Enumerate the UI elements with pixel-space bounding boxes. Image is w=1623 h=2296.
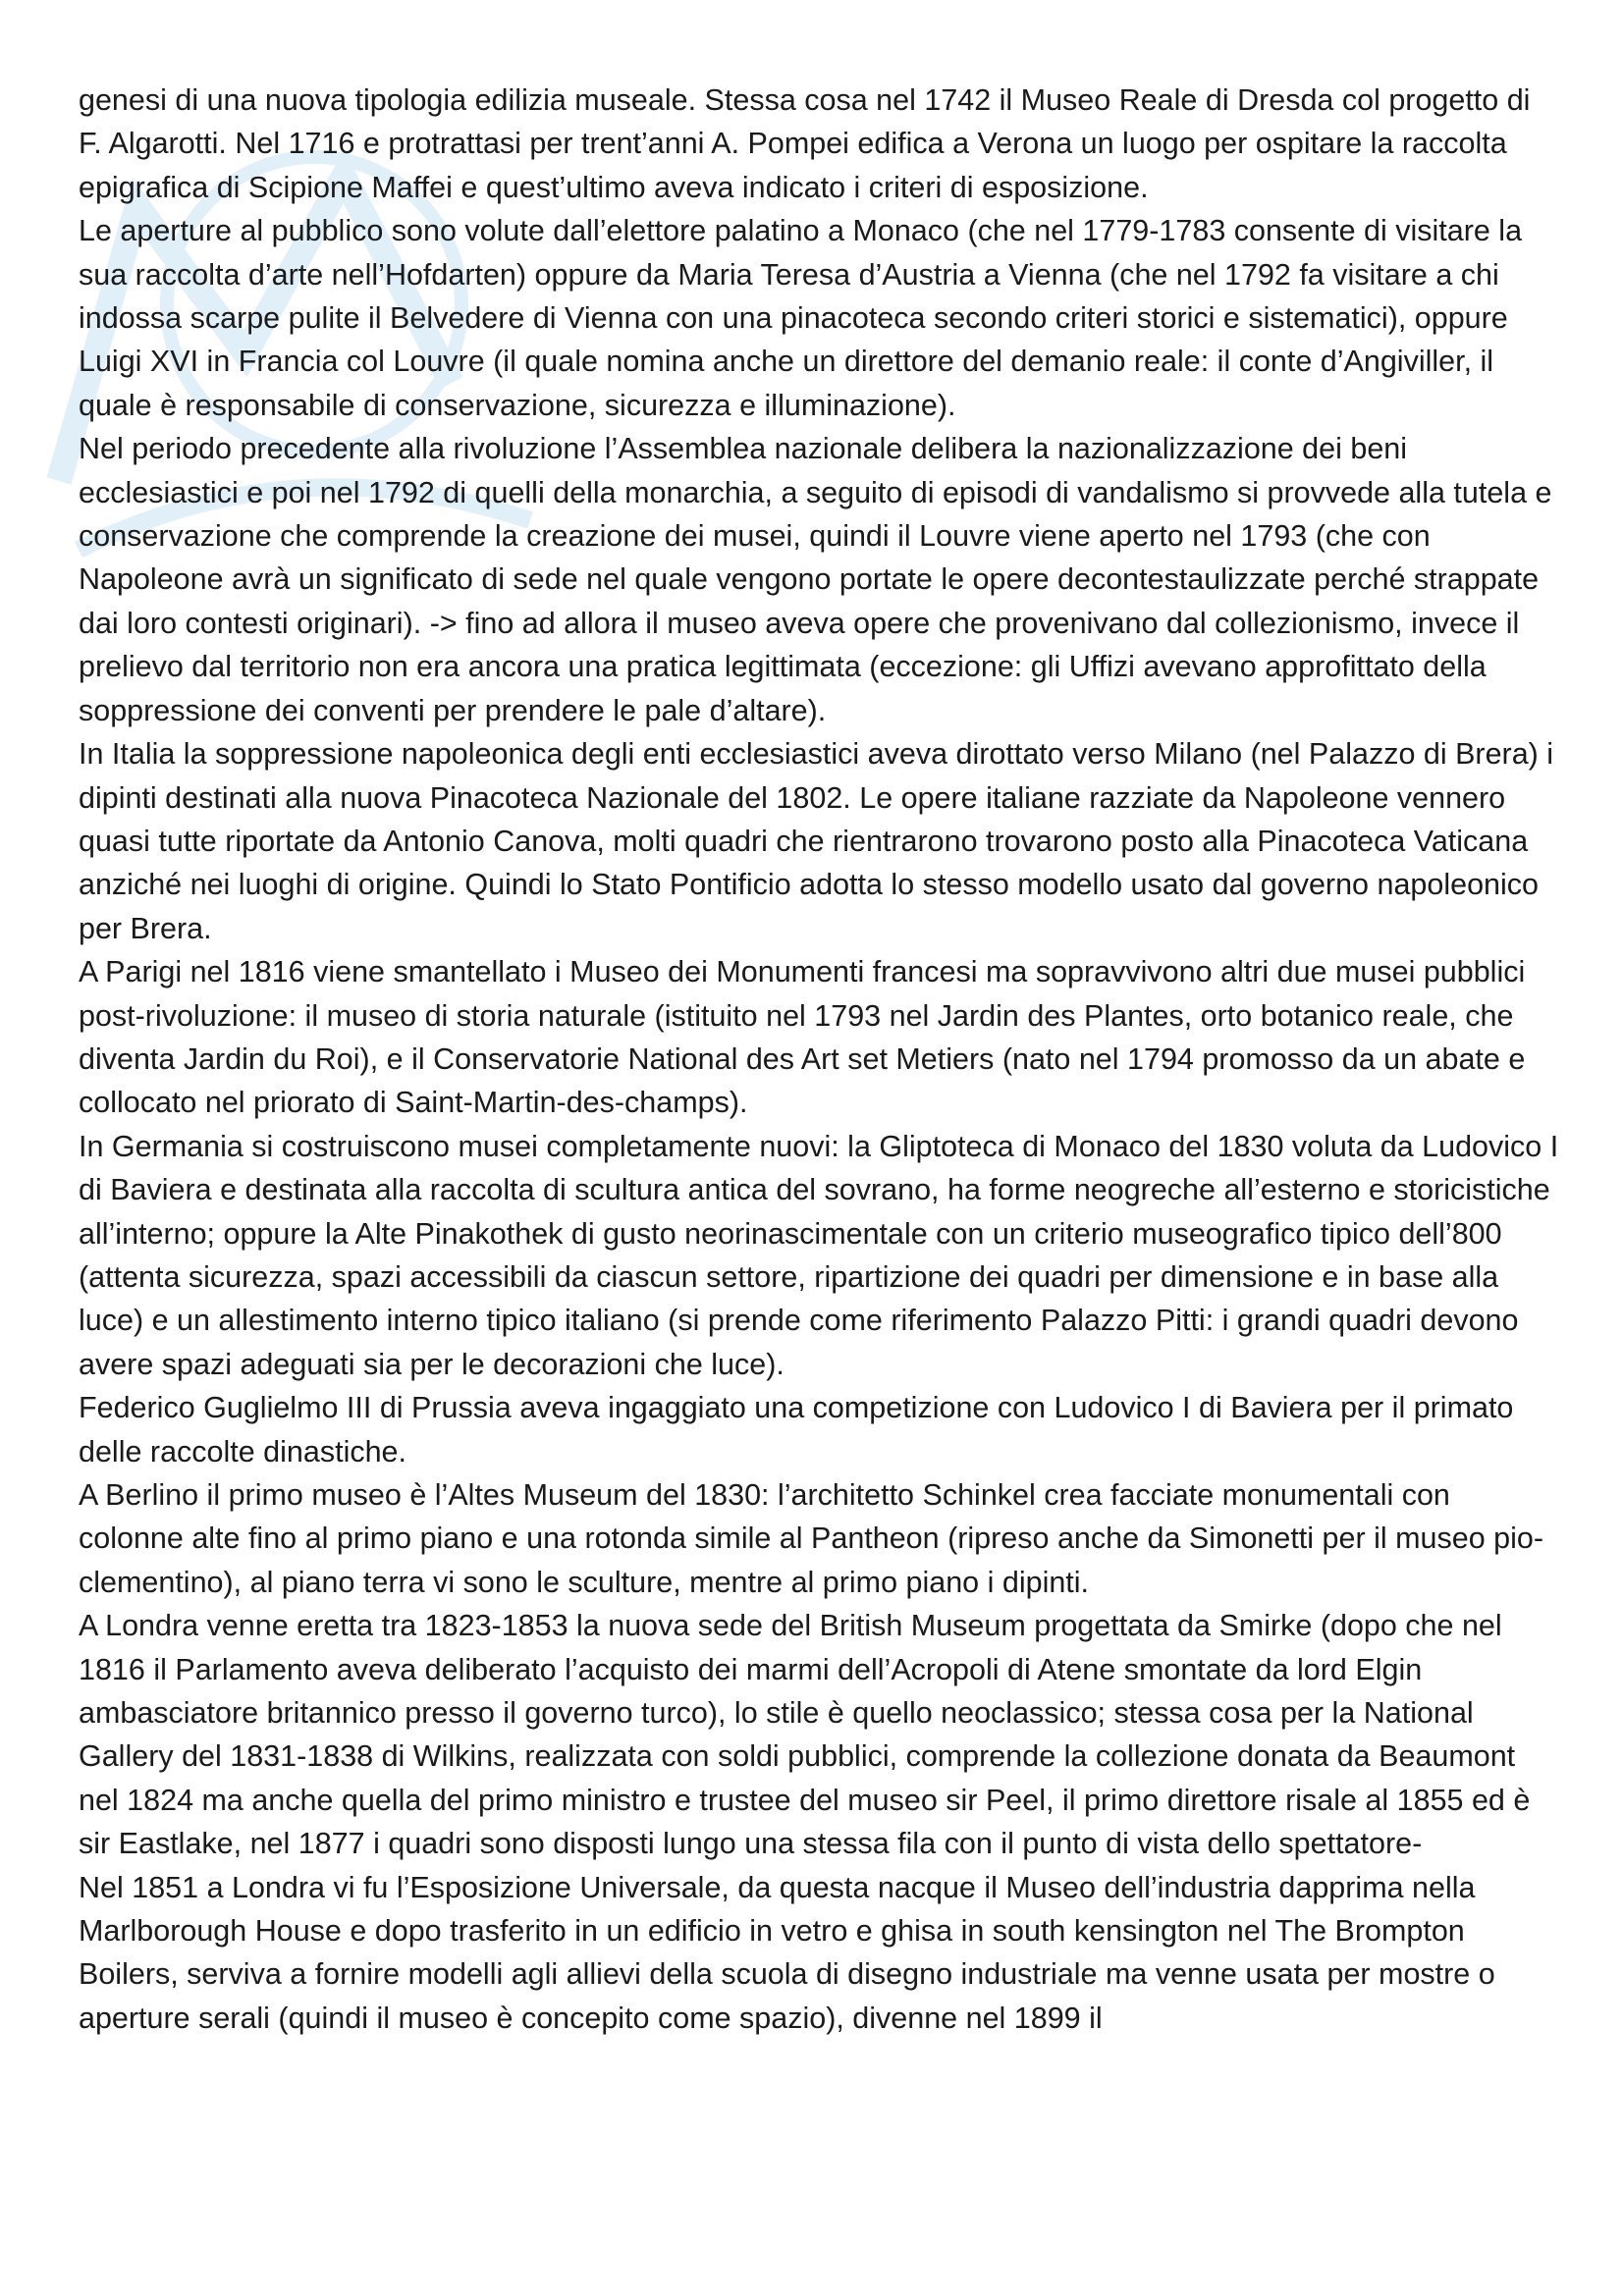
paragraph-4: In Italia la soppressione napoleonica degli enti ecclesiastici aveva dirottato verso Milano (nel Palazzo di Brera) i dipinti destinati alla nuova Pinacoteca Nazionale del 1802. Le opere italiane razziate da Napoleone vennero quasi tutte riportate da Antonio Canova, molti quadri che rientrarono trovarono posto alla Pinacoteca Vaticana anziché nei luoghi di origine. Quindi lo Stato Pontificio adotta lo stesso modello usato dal governo napoleonico per Brera. — [79, 737, 1554, 945]
paragraph-5: A Parigi nel 1816 viene smantellato i Museo dei Monumenti francesi ma sopravvivono altri due musei pubblici post-rivoluzione: il museo di storia naturale (istituito nel 1793 nel Jardin des Plantes, orto botanico reale, che diventa Jardin du Roi), e il Conservatorie National des Art set Metiers (nato nel 1794 promosso da un abate e collocato nel priorato di Saint-Martin-des-champs). — [79, 955, 1526, 1120]
document-page — [79, 79, 1561, 2040]
paragraph-1: genesi di una nuova tipologia edilizia museale. Stessa cosa nel 1742 il Museo Reale di Dresda col progetto di F. Algarotti. Nel 1716 e protrattasi per trent’anni A. Pompei edifica a Verona un luogo per ospitare la raccolta epigrafica di Scipione Maffei e quest’ultimo aveva indicato i criteri di esposizione. — [79, 83, 1531, 204]
paragraph-6: In Germania si costruiscono musei completamente nuovi: la Gliptoteca di Monaco del 1830 voluta da Ludovico I di Baviera e destinata alla raccolta di scultura antica del sovrano, ha forme neogreche all’esterno e storicistiche all’interno; oppure la Alte Pinakothek di gusto neorinascimentale con un criterio museografico tipico dell’800 (attenta sicurezza, spazi accessibili da ciascun settore, ripartizione dei quadri per dimensione e in base alla luce) e un allestimento interno tipico italiano (si prende come riferimento Palazzo Pitti: i grandi quadri devono avere spazi adeguati sia per le decorazioni che luce). — [79, 1129, 1559, 1381]
paragraph-9: A Londra venne eretta tra 1823-1853 la nuova sede del British Museum progettata da Smirke (dopo che nel 1816 il Parlamento aveva deliberato l’acquisto dei marmi dell’Acropoli di Atene smontate da lord Elgin ambasciatore britannico presso il governo turco), lo stile è quello neoclassico; stessa cosa per la National Gallery del 1831-1838 di Wilkins, realizzata con soldi pubblici, comprende la collezione donata da Beaumont nel 1824 ma anche quella del primo ministro e trustee del museo sir Peel, il primo direttore risale al 1855 ed è sir Eastlake, nel 1877 i quadri sono disposti lungo una stessa fila con il punto di vista dello spettatore- — [79, 1609, 1531, 1861]
paragraph-10: Nel 1851 a Londra vi fu l’Esposizione Universale, da questa nacque il Museo dell’industria dapprima nella Marlborough House e dopo trasferito in un edificio in vetro e ghisa in south kensington nel The Brompton Boilers, serviva a fornire modelli agli allievi della scuola di disegno industriale ma venne usata per mostre o aperture serali (quindi il museo è concepito come spazio), divenne nel 1899 il — [79, 1870, 1495, 2035]
paragraph-3: Nel periodo precedente alla rivoluzione l’Assemblea nazionale delibera la nazionalizzazione dei beni ecclesiastici e poi nel 1792 di quelli della monarchia, a seguito di episodi di vandalismo si provvede alla tutela e conservazione che comprende la creazione dei musei, quindi il Louvre viene aperto nel 1793 (che con Napoleone avrà un significato di sede nel quale vengono portate le opere decontestaulizzate perché strappate dai loro contesti originari). -> fino ad allora il museo aveva opere che provenivano dal collezionismo, invece il prelievo dal territorio non era ancora una pratica legittimata (eccezione: gli Uffizi avevano approfittato della soppressione dei conventi per prendere le pale d’altare). — [79, 432, 1552, 727]
paragraph-2: Le aperture al pubblico sono volute dall’elettore palatino a Monaco (che nel 1779-1783 consente di visitare la sua raccolta d’arte nell’Hofdarten) oppure da Maria Teresa d’Austria a Vienna (che nel 1792 fa visitare a chi indossa scarpe pulite il Belvedere di Vienna con una pinacoteca secondo criteri storici e sistematici), oppure Luigi XVI in Francia col Louvre (il quale nomina anche un direttore del demanio reale: il conte d’Angiviller, il quale è responsabile di conservazione, sicurezza e illuminazione). — [79, 214, 1523, 422]
paragraph-7: Federico Guglielmo III di Prussia aveva ingaggiato una competizione con Ludovico I di Baviera per il primato delle raccolte dinastiche. — [79, 1391, 1514, 1468]
paragraph-8: A Berlino il primo museo è l’Altes Museum del 1830: l’architetto Schinkel crea facciate monumentali con colonne alte fino al primo piano e una rotonda simile al Pantheon (ripreso anche da Simonetti per il museo pio-clementino), al piano terra vi sono le sculture, mentre al primo piano i dipinti. — [79, 1478, 1543, 1599]
